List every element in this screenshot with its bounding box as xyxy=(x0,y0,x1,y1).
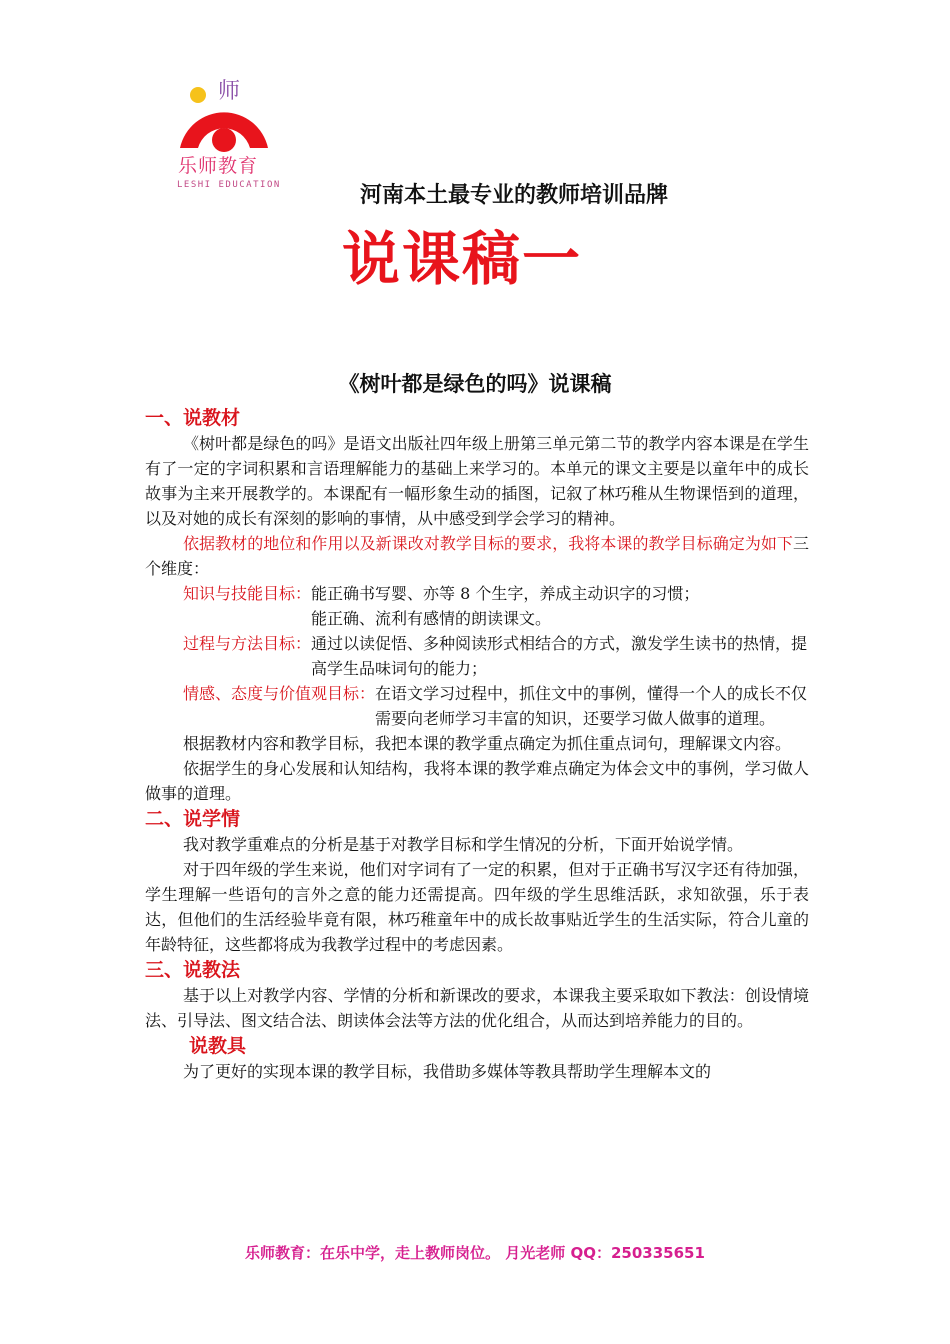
logo-name: 乐师教育 xyxy=(178,155,259,177)
goal-line: 能正确、流利有感情的朗读课文。 xyxy=(311,609,552,628)
goal-line: 能正确书写婴、亦等 8 个生字，养成主动识字的习惯； xyxy=(311,584,700,603)
paragraph: 《树叶都是绿色的吗》是语文出版社四年级上册第三单元第二节的教学内容本课是在学生有了一定的字词积累和言语理解能力的基础上来学习的。本单元的课文主要是以童年中的成长故事为主来开展教学的。本课配有一幅形象生动的插图，记叙了林巧稚从生物课悟到的道理，以及对她的成长有深刻的影响的事情，从中感受到学会学习的精神。 xyxy=(145,434,809,528)
paragraph: 我对教学重难点的分析是基于对教学目标和学生情况的分析，下面开始说学情。 xyxy=(183,835,744,854)
sub-heading-teaching-aids: 说教具 xyxy=(189,1035,247,1057)
logo-name-en: LESHI EDUCATION xyxy=(177,180,281,190)
paragraph: 根据教材内容和教学目标，我把本课的教学重点确定为抓住重点词句，理解课文内容。 xyxy=(183,734,792,753)
lesson-title: 《树叶都是绿色的吗》说课稿 xyxy=(338,371,612,396)
page-title: 说课稿一 xyxy=(342,225,583,293)
section-heading-textbook: 一、说教材 xyxy=(145,407,241,429)
paragraph xyxy=(145,531,809,581)
logo-dot xyxy=(190,87,206,103)
goal-text: 在语文学习过程中，抓住文中的事例，懂得一个人的成长不仅需要向老师学习丰富的知识，还要学习做人做事的道理。 xyxy=(375,684,808,728)
goal-emotion xyxy=(145,681,809,731)
goal-knowledge xyxy=(145,581,809,631)
slogan: 河南本土最专业的教师培训品牌 xyxy=(360,182,669,208)
goal-label: 过程与方法目标： xyxy=(183,634,312,653)
goal-label: 知识与技能目标： xyxy=(183,584,312,603)
paragraph-tail: 三个维度： xyxy=(145,534,809,578)
goal-process xyxy=(145,631,809,681)
goal-label: 情感、态度与价值观目标： xyxy=(183,684,376,703)
logo-head xyxy=(212,128,236,152)
document-body xyxy=(145,405,809,1084)
goal-text xyxy=(311,581,809,631)
paragraph: 依据学生的身心发展和认知结构，我将本课的教学难点确定为体会文中的事例，学习做人做事的道理。 xyxy=(145,759,809,803)
footer-contact: 乐师教育：在乐中学，走上教师岗位。 月光老师 QQ：250335651 xyxy=(245,1244,705,1262)
section-heading-students: 二、说学情 xyxy=(145,808,241,830)
paragraph: 为了更好的实现本课的教学目标，我借助多媒体等教具帮助学生理解本文的 xyxy=(183,1062,712,1081)
logo-mark-text: 师 xyxy=(218,79,241,104)
section-heading-methods: 三、说教法 xyxy=(145,959,241,981)
paragraph: 基于以上对教学内容、学情的分析和新课改的要求，本课我主要采取如下教法：创设情境法、引导法、图文结合法、朗读体会法等方法的优化组合，从而达到培养能力的目的。 xyxy=(145,986,809,1030)
highlight-text: 依据教材的地位和作用以及新课改对教学目标的要求，我将本课的教学目标确定为如下 xyxy=(183,534,793,553)
goal-text: 通过以读促悟、多种阅读形式相结合的方式，激发学生读书的热情，提高学生品味词句的能力； xyxy=(311,634,808,678)
paragraph: 对于四年级的学生来说，他们对字词有了一定的积累，但对于正确书写汉字还有待加强，学生理解一些语句的言外之意的能力还需提高。四年级的学生思维活跃，求知欲强，乐于表达，但他们的生活经验毕竟有限，林巧稚童年中的成长故事贴近学生的生活实际，符合儿童的年龄特征，这些都将成为我教学过程中的考虑因素。 xyxy=(145,860,809,954)
